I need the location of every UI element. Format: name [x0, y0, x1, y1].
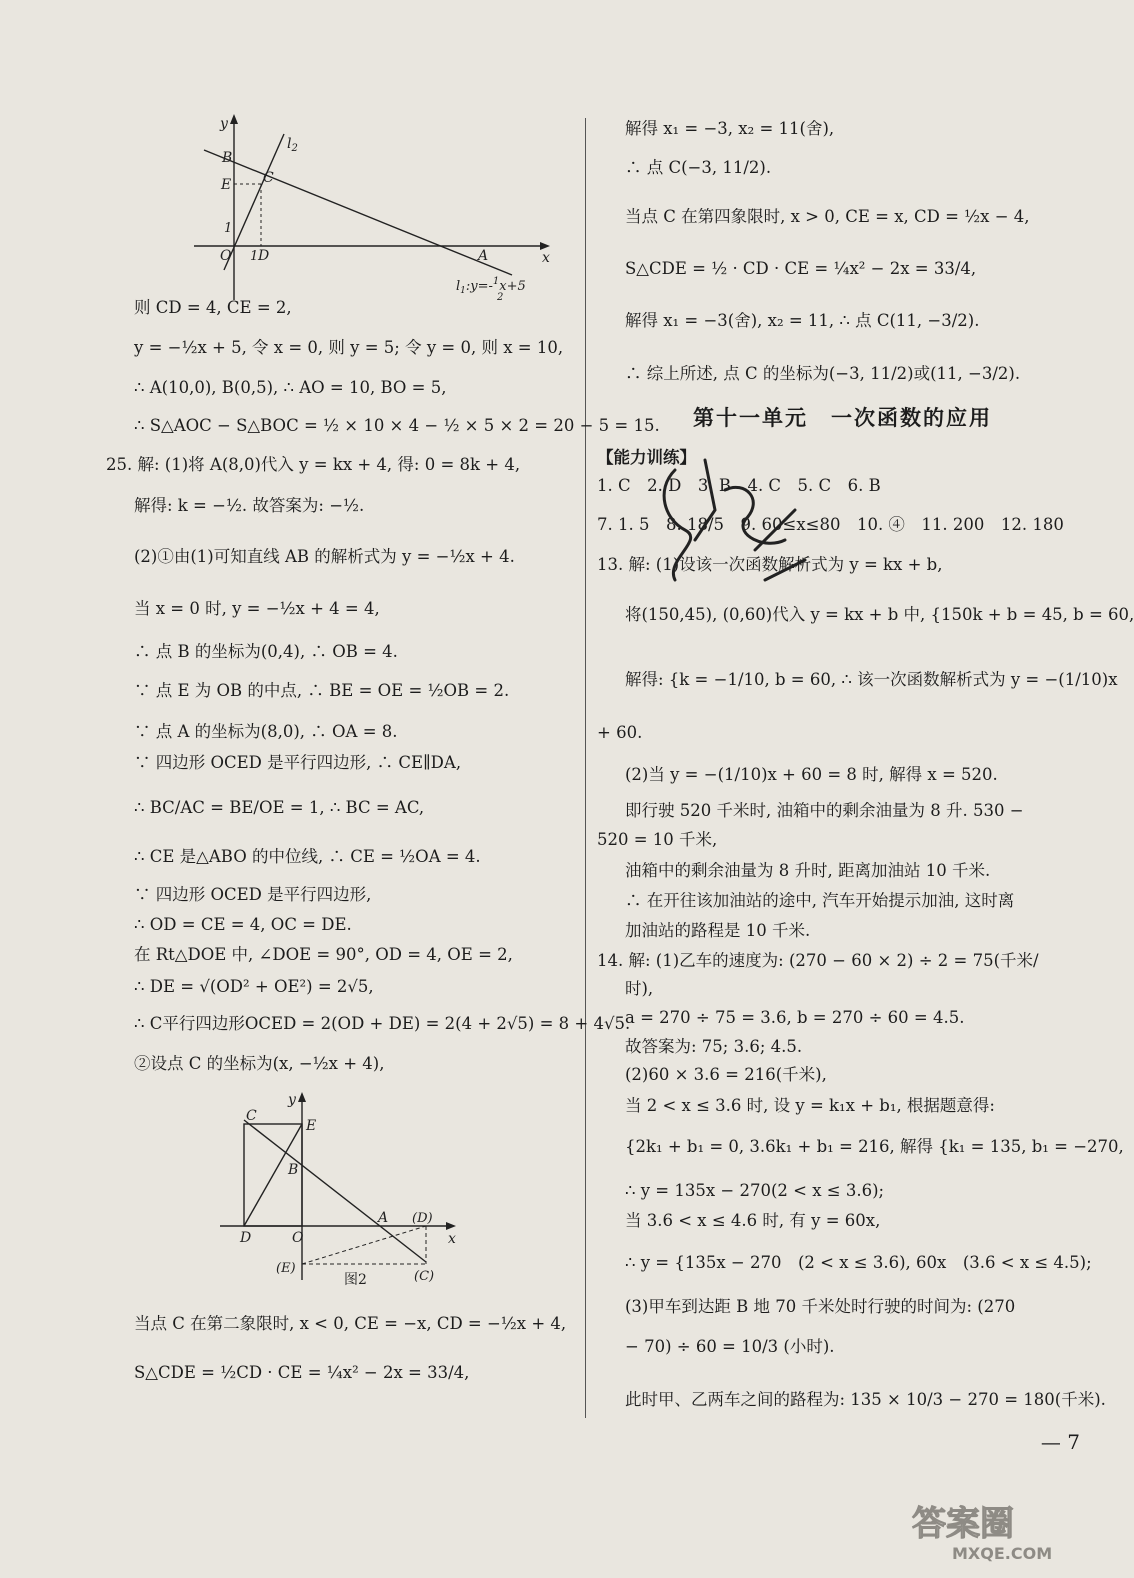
- left-line-5: 25. 解: (1)将 A(8,0)代入 y = kx + 4, 得: 0 = 8k + 4,: [106, 455, 521, 474]
- right-line-24: 故答案为: 75; 3.6; 4.5.: [625, 1037, 803, 1056]
- fig2-point-e-paren: (E): [276, 1261, 296, 1276]
- fig1-tick-1x: 1: [250, 249, 259, 264]
- right-line-32: − 70) ÷ 60 = 10/3 (小时).: [625, 1337, 835, 1356]
- right-line-1: 解得 x₁ = −3, x₂ = 11(舍),: [625, 119, 835, 138]
- left-line-22: S△CDE = ½CD · CE = ¼x² − 2x = 33/4,: [134, 1363, 470, 1382]
- right-line-23: a = 270 ÷ 75 = 3.6, b = 270 ÷ 60 = 4.5.: [625, 1008, 965, 1027]
- right-line-9: 1. C 2. D 3. B 4. C 5. C 6. B: [597, 476, 881, 495]
- column-divider: [585, 118, 586, 1418]
- fig2-axis-x: x: [448, 1231, 456, 1247]
- right-line-10: 7. 1. 5 8. 18/5 9. 60≤x≤80 10. ④ 11. 200 12. 180: [597, 515, 1064, 534]
- right-line-27: {2k₁ + b₁ = 0, 3.6k₁ + b₁ = 216, 解得 {k₁ = 135, b₁ = −270,: [625, 1137, 1124, 1156]
- fig1-axis-y: y: [220, 116, 228, 132]
- left-line-11: ∵ 点 A 的坐标为(8,0), ∴ OA = 8.: [134, 722, 398, 741]
- left-line-7: (2)①由(1)可知直线 AB 的解析式为 y = −½x + 4.: [134, 547, 515, 566]
- right-line-33: 此时甲、乙两车之间的路程为: 135 × 10/3 − 270 = 180(千米).: [625, 1390, 1106, 1409]
- left-line-10: ∵ 点 E 为 OB 的中点, ∴ BE = OE = ½OB = 2.: [134, 681, 510, 700]
- right-line-14: + 60.: [597, 723, 643, 742]
- right-line-26: 当 2 < x ≤ 3.6 时, 设 y = k₁x + b₁, 根据题意得:: [625, 1096, 995, 1115]
- right-line-20: 加油站的路程是 10 千米.: [625, 921, 811, 940]
- left-line-2: y = −½x + 5, 令 x = 0, 则 y = 5; 令 y = 0, 则 x = 10,: [134, 338, 564, 357]
- left-line-1: 则 CD = 4, CE = 2,: [134, 298, 292, 317]
- right-line-31: (3)甲车到达距 B 地 70 千米处时行驶的时间为: (270: [625, 1297, 1016, 1316]
- fig2-point-d-paren: (D): [412, 1211, 433, 1226]
- fig2-axis-y: y: [288, 1092, 296, 1108]
- right-line-18: 油箱中的剩余油量为 8 升时, 距离加油站 10 千米.: [625, 861, 991, 880]
- left-line-13: ∴ BC/AC = BE/OE = 1, ∴ BC = AC,: [134, 798, 425, 817]
- left-line-18: ∴ DE = √(OD² + OE²) = 2√5,: [134, 977, 374, 996]
- left-line-17: 在 Rt△DOE 中, ∠DOE = 90°, OD = 4, OE = 2,: [134, 945, 513, 964]
- fig2-point-c-paren: (C): [414, 1269, 435, 1284]
- fig2-point-c: C: [246, 1108, 257, 1124]
- right-line-12: 将(150,45), (0,60)代入 y = kx + b 中, {150k + b = 45, b = 60,: [625, 605, 1134, 624]
- right-line-30: ∴ y = {135x − 270 (2 < x ≤ 3.6), 60x (3.6 < x ≤ 4.5);: [625, 1253, 1092, 1272]
- left-line-12: ∵ 四边形 OCED 是平行四边形, ∴ CE∥DA,: [134, 753, 462, 772]
- right-line-2: ∴ 点 C(−3, 11/2).: [625, 158, 772, 177]
- left-line-19: ∴ C平行四边形OCED = 2(OD + DE) = 2(4 + 2√5) = 8 + 4√5.: [134, 1014, 631, 1033]
- left-line-16: ∴ OD = CE = 4, OC = DE.: [134, 915, 352, 934]
- right-line-29: 当 3.6 < x ≤ 4.6 时, 有 y = 60x,: [625, 1211, 881, 1230]
- left-line-9: ∴ 点 B 的坐标为(0,4), ∴ OB = 4.: [134, 642, 398, 661]
- watermark-logo: [892, 1495, 1072, 1565]
- fig2-point-d: D: [240, 1230, 252, 1246]
- right-line-11: 13. 解: (1)设该一次函数解析式为 y = kx + b,: [597, 555, 943, 574]
- fig2-point-b: B: [288, 1162, 299, 1178]
- right-line-15: (2)当 y = −(1/10)x + 60 = 8 时, 解得 x = 520.: [625, 765, 998, 784]
- section-ability-training: 【能力训练】: [597, 448, 696, 467]
- page-number: — 7: [1040, 1430, 1080, 1454]
- right-line-17: 520 = 10 千米,: [597, 830, 718, 849]
- fig1-l1-frac-den: 2: [497, 292, 504, 303]
- fig1-point-c: C: [263, 170, 274, 186]
- left-line-20: ②设点 C 的坐标为(x, −½x + 4),: [134, 1054, 385, 1073]
- left-line-8: 当 x = 0 时, y = −½x + 4 = 4,: [134, 599, 380, 618]
- right-line-6: ∴ 综上所述, 点 C 的坐标为(−3, 11/2)或(11, −3/2).: [625, 364, 1021, 383]
- fig2-point-a: A: [378, 1210, 389, 1226]
- fig1-point-b: B: [222, 150, 233, 166]
- fig1-l2-label: $l_2$: [287, 136, 298, 154]
- right-line-3: 当点 C 在第四象限时, x > 0, CE = x, CD = ½x − 4,: [625, 207, 1030, 226]
- left-line-4: ∴ S△AOC − S△BOC = ½ × 10 × 4 − ½ × 5 × 2 = 20 − 5 = 15.: [134, 416, 660, 435]
- right-line-4: S△CDE = ½ · CD · CE = ¼x² − 2x = 33/4,: [625, 259, 977, 278]
- left-line-14: ∴ CE 是△ABO 的中位线, ∴ CE = ½OA = 4.: [134, 847, 481, 866]
- figure-1-graph: [194, 110, 556, 310]
- right-line-21: 14. 解: (1)乙车的速度为: (270 − 60 × 2) ÷ 2 = 75(千米/: [597, 951, 1039, 970]
- left-line-21: 当点 C 在第二象限时, x < 0, CE = −x, CD = −½x + 4,: [134, 1314, 567, 1333]
- left-line-6: 解得: k = −½. 故答案为: −½.: [134, 496, 365, 515]
- watermark-url: MXQE.COM: [952, 1544, 1053, 1563]
- watermark-text: 答案圈: [912, 1504, 1014, 1544]
- left-line-15: ∵ 四边形 OCED 是平行四边形,: [134, 885, 372, 904]
- left-line-3: ∴ A(10,0), B(0,5), ∴ AO = 10, BO = 5,: [134, 378, 447, 397]
- handwritten-scribble: [645, 450, 815, 610]
- fig1-tick-1y: 1: [224, 221, 233, 236]
- right-line-5: 解得 x₁ = −3(舍), x₂ = 11, ∴ 点 C(11, −3/2).: [625, 311, 980, 330]
- unit-title: 第十一单元 一次函数的应用: [693, 405, 992, 430]
- fig1-point-a: A: [478, 248, 489, 264]
- fig2-caption: 图2: [344, 1272, 367, 1288]
- right-line-25: (2)60 × 3.6 = 216(千米),: [625, 1065, 827, 1084]
- right-line-13: 解得: {k = −1/10, b = 60, ∴ 该一次函数解析式为 y = −(1/10)x: [625, 670, 1118, 689]
- fig1-point-e: E: [221, 177, 232, 193]
- right-line-28: ∴ y = 135x − 270(2 < x ≤ 3.6);: [625, 1181, 885, 1200]
- right-line-16: 即行驶 520 千米时, 油箱中的剩余油量为 8 升. 530 −: [625, 801, 1024, 820]
- right-line-22: 时),: [625, 979, 654, 998]
- fig1-axis-x: x: [542, 250, 550, 266]
- right-line-19: ∴ 在开往该加油站的途中, 汽车开始提示加油, 这时离: [625, 891, 1015, 910]
- fig2-point-e: E: [306, 1118, 317, 1134]
- fig2-point-o: O: [292, 1230, 304, 1246]
- fig1-point-o: O: [220, 248, 232, 264]
- fig1-l1-equation: $l_1:y=-^1x+5$: [456, 276, 526, 296]
- fig1-point-d: D: [258, 248, 270, 264]
- figure-2-graph: [216, 1090, 466, 1290]
